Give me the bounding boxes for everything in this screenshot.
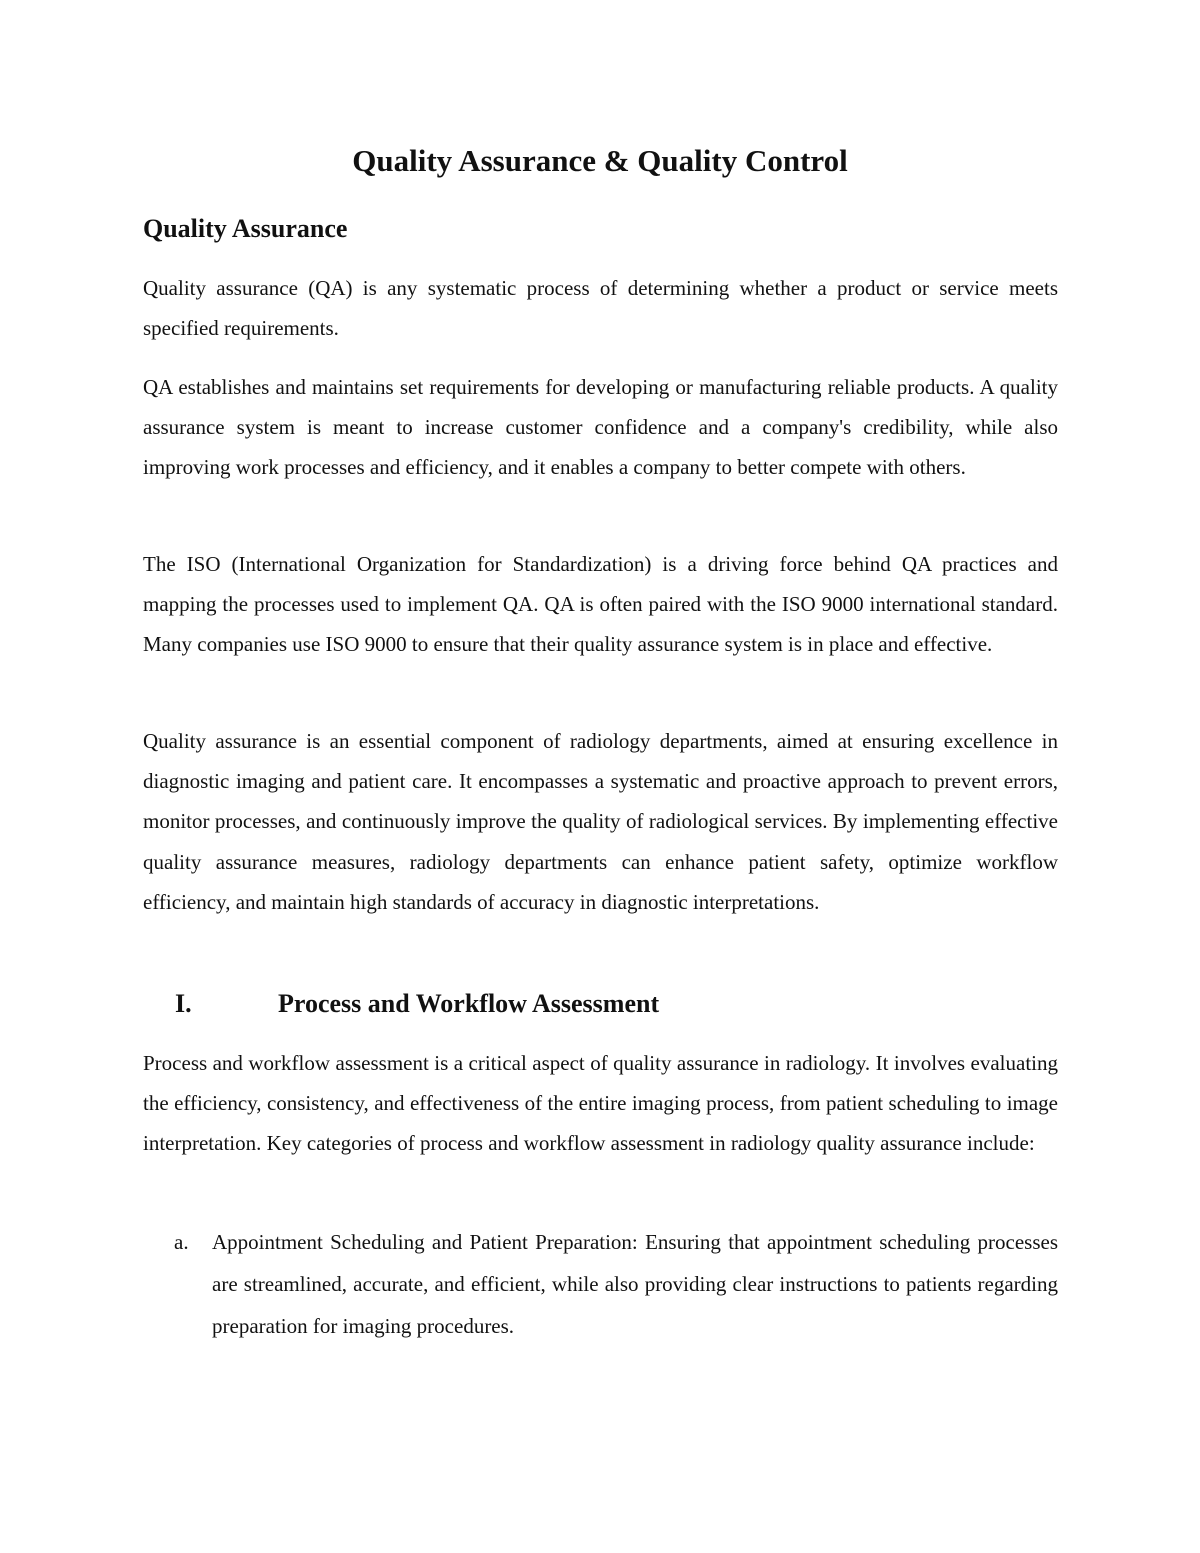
list-item-text: Appointment Scheduling and Patient Preparation: Ensuring that appointment scheduling processes are streamlined, accurate, and efficient, while also providing clear instructions to patients regarding preparation for imaging procedures. — [212, 1230, 1058, 1338]
document-title: Quality Assurance & Quality Control — [352, 143, 848, 178]
paragraph-process-workflow: Process and workflow assessment is a critical aspect of quality assurance in radiology. It involves evaluating the efficiency, consistency, and effectiveness of the entire imaging process, from patient scheduling to image interpretation. Key categories of process and workflow assessment in radiology quality assurance include: — [143, 1051, 1058, 1156]
section-title: Process and Workflow Assessment — [278, 989, 660, 1018]
list-item-marker: a. — [174, 1230, 189, 1254]
paragraph-qa-requirements: QA establishes and maintains set requirements for developing or manufacturing reliable products. A quality assurance system is meant to increase customer confidence and a company's credibility, while also improving work processes and efficiency, and it enables a company to better compete with others. — [143, 375, 1058, 480]
paragraph-qa-definition: Quality assurance (QA) is any systematic process of determining whether a product or service meets specified requirements. — [143, 276, 1058, 341]
section-heading-process-workflow — [143, 983, 659, 1025]
list-item — [174, 1221, 1058, 1347]
section-heading-quality-assurance: Quality Assurance — [143, 214, 348, 243]
section-number: I. — [175, 989, 192, 1018]
paragraph-radiology-qa: Quality assurance is an essential component of radiology departments, aimed at ensuring excellence in diagnostic imaging and patient care. It encompasses a systematic and proactive approach to prevent errors, monitor processes, and continuously improve the quality of radiological services. By implementing effective quality assurance measures, radiology departments can enhance patient safety, optimize workflow efficiency, and maintain high standards of accuracy in diagnostic interpretations. — [143, 729, 1058, 914]
paragraph-iso: The ISO (International Organization for Standardization) is a driving force behind QA practices and mapping the processes used to implement QA. QA is often paired with the ISO 9000 international standard. Many companies use ISO 9000 to ensure that their quality assurance system is in place and effective. — [143, 552, 1058, 657]
